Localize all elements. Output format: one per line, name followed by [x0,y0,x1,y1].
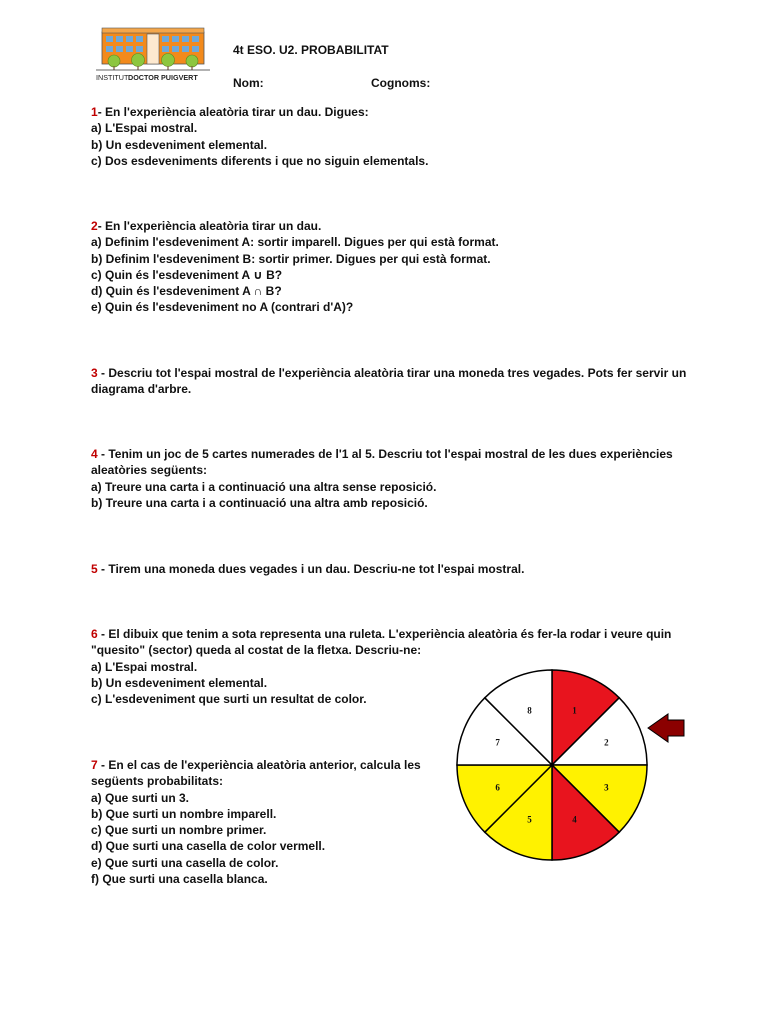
question-item: a) Treure una carta i a continuació una altra sense reposició. [91,479,437,494]
roulette-sector-label: 8 [527,705,532,716]
question-item: a) L'Espai mostral. [91,659,198,674]
roulette-wheel [448,668,690,864]
question-number: 6 [91,627,98,641]
question-item: a) L'Espai mostral. [91,121,198,136]
question-item: c) Que surti un nombre primer. [91,823,267,838]
school-name-line2: DOCTOR PUIGVERT [128,73,198,82]
question-item: c) Dos esdeveniments diferents i que no siguin elementals. [91,153,429,168]
question-item: d) Que surti una casella de color vermell. [91,839,326,854]
surname-label: Cognoms: [371,76,431,90]
document-title: 4t ESO. U2. PROBABILITAT [233,43,389,57]
question-text: - En l'experiència aleatòria tirar un dau. [97,219,322,233]
roulette-sector-label: 2 [604,737,609,748]
question-item: a) Que surti un 3. [91,790,190,805]
question-item: c) Quin és l'esdeveniment A ∪ B? [91,267,283,282]
question-text: - Tirem una moneda dues vegades i un dau. Descriu-ne tot l'espai mostral. [97,562,525,576]
question-item: b) Definim l'esdeveniment B: sortir primer. Digues per qui està format. [91,251,491,266]
question-item: b) Treure una carta i a continuació una altra amb reposició. [91,495,428,510]
question-number: 2 [91,219,98,233]
roulette-sector-label: 7 [495,737,500,748]
question-item: b) Un esdeveniment elemental. [91,137,268,152]
question-item: c) L'esdeveniment que surti un resultat de color. [91,692,367,707]
roulette-sector-label: 6 [495,782,500,793]
question-3 [91,365,701,398]
question-item: d) Quin és l'esdeveniment A ∩ B? [91,284,282,299]
roulette-sector-label: 3 [604,782,609,793]
question-1 [91,104,701,169]
roulette-sector-label: 4 [572,814,577,825]
school-logo [92,20,214,84]
question-item: e) Que surti una casella de color. [91,855,279,870]
question-item: e) Quin és l'esdeveniment no A (contrari d'A)? [91,300,354,315]
question-text: - El dibuix que tenim a sota representa una ruleta. L'experiència aleatòria és fer-la rodar i veure quin "quesito" (sector) queda al costat de la fletxa. Descriu-ne: [91,627,672,658]
pointer-arrow-icon [648,714,684,742]
question-item: a) Definim l'esdeveniment A: sortir imparell. Digues per qui està format. [91,235,499,250]
question-7 [91,757,431,887]
question-2 [91,218,701,316]
question-item: b) Un esdeveniment elemental. [91,675,268,690]
question-number: 7 [91,758,98,772]
question-text: - Descriu tot l'espai mostral de l'experiència aleatòria tirar una moneda tres vegades. Pots fer servir un diagrama d'arbre. [91,366,687,397]
question-4 [91,446,691,511]
question-number: 5 [91,562,98,576]
question-item: f) Que surti una casella blanca. [91,872,268,887]
question-number: 3 [91,366,98,380]
question-number: 4 [91,447,98,461]
question-text: - En el cas de l'experiència aleatòria anterior, calcula les següents probabilitats: [91,758,421,789]
roulette-sector-label: 1 [572,705,577,716]
question-text: - Tenim un joc de 5 cartes numerades de l'1 al 5. Descriu tot l'espai mostral de les dues experiències aleatòries següents: [91,447,673,478]
school-name-line1: INSTITUT [96,73,129,82]
roulette-sector-label: 5 [527,814,532,825]
question-5 [91,561,701,577]
name-label: Nom: [233,76,264,90]
question-number: 1 [91,105,98,119]
question-item: b) Que surti un nombre imparell. [91,806,277,821]
question-text: - En l'experiència aleatòria tirar un dau. Digues: [97,105,369,119]
